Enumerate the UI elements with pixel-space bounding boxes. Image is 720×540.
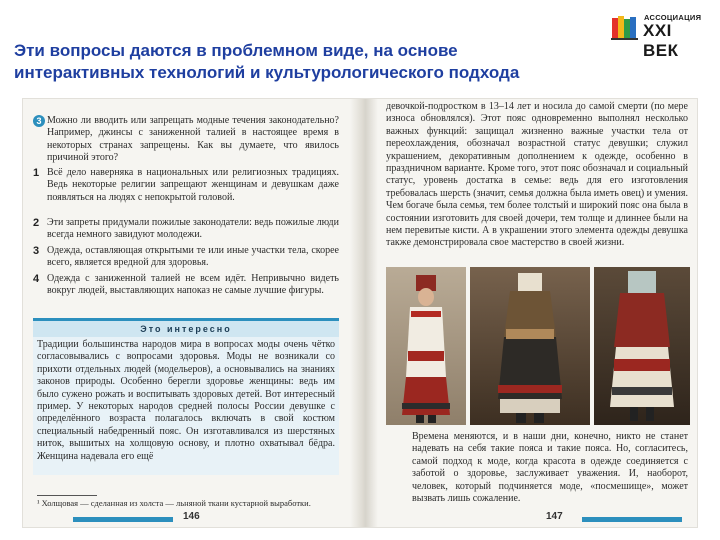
costume-figure-2 bbox=[470, 267, 590, 425]
interest-heading: Это интересно bbox=[33, 321, 339, 337]
answer-text: Одежда с заниженной талией не всем идёт. Непривычно видеть вокруг людей, выставляющих напоказ не самые лучшие фигуры. bbox=[47, 273, 339, 297]
folk-costume-photo-side bbox=[594, 267, 690, 425]
page-number-left: 146 bbox=[183, 511, 200, 522]
answer-number: 3 bbox=[33, 245, 40, 257]
book-gutter bbox=[350, 99, 378, 528]
right-page-text: девочкой-подростком в 13–14 лет и носила до самой смерти (по мере износа обновлялся). Этот пояс одновременно выполнял несколько важных функций: защищал жизненно важные участки тела от переохлаждения, обозначал возрастной статус девушки; служил украшением, декоративным дополнением к одежде, особенно в праздничном варианте. Кроме того, этот пояс обозначал и социальный статус, уровень достатка в семье: ведь для его изготовления требовалась шерсть (значит, семья должна была иметь овец) и умения. Чем богаче была семья, тем более толстый и широкий пояс она была в состоянии изготовить для своей дочери, тем толще и длиннее были на нем перевитые кисти. А в украшении этого элемента одежды девушка также демонстрировала свое мастерство в своей жизни. bbox=[386, 101, 688, 249]
interest-text: Традиции большинства народов мира в вопросах моды очень чётко согласовывались с вопросами здоровья. Моды не возникали со прихоти отдельных людей (модельеров), а основывались на знаниях законов природы. Особенно берегли здоровье женщины: ведь им было сужено рожать и воспитывать здоровых детей. Вот интересный пример. У некоторых народов средней полосы России девушке с определённого возраста полагалось включать в свой костюм специальный набедренный пояс. Он изготавливался из шерстяных ниток, вышитых на холщовую основу, и плотно охватывал бёдра. Женщина надевала его ещё bbox=[37, 339, 335, 462]
footnote-rule bbox=[37, 495, 97, 496]
folk-costume-photo-front bbox=[386, 267, 466, 425]
footnote: ¹ Холщовая — сделанная из холста — льняной ткани кустарной выработки. bbox=[37, 498, 311, 508]
textbook-spread bbox=[22, 98, 698, 528]
slide-title-line-1: Эти вопросы даются в проблемном виде, на основе bbox=[14, 41, 458, 60]
right-page-conclusion: Времена меняются, и в наши дни, конечно, никто не станет надевать на себя такие пояса и такие пояса. Но, согласитесь, самой подход к моде, когда красота в одежде соединяется с заботой о здоровье, заслуживает уважения. И, наоборот, человек, который подчиняется моде, «посмешище», может вызвать лишь сожаление. bbox=[412, 431, 688, 505]
logo-caption: АССОЦИАЦИЯ bbox=[644, 13, 702, 22]
page-number-bar bbox=[582, 517, 682, 522]
logo-wordmark: XXI ВЕК bbox=[643, 21, 679, 60]
answer-text: Одежда, оставляющая открытыми те или иные участки тела, скорее всего, является вредной для здоровья. bbox=[47, 245, 339, 269]
page-number-right: 147 bbox=[546, 511, 563, 522]
answer-number: 2 bbox=[33, 217, 40, 229]
slide-title bbox=[14, 40, 614, 84]
books-icon bbox=[610, 12, 640, 42]
question-number-badge: 3 bbox=[33, 115, 45, 127]
page-number-bar bbox=[73, 517, 173, 522]
question-text: Можно ли вводить или запрещать модные течения законодательно? Например, джинсы с заниженной талией в настоящее время в некоторых странах запрещены. Как вы думаете, что явилось причиной этого? bbox=[47, 115, 339, 164]
costume-figure-3 bbox=[594, 267, 690, 425]
right-page bbox=[386, 99, 691, 528]
association-logo bbox=[610, 8, 710, 60]
folk-costume-photo-back bbox=[470, 267, 590, 425]
slide-title-line-2: интерактивных технологий и культурологического подхода bbox=[14, 63, 520, 82]
answer-text: Эти запреты придумали пожилые законодатели: ведь пожилые люди всегда немного завидуют молодежи. bbox=[47, 217, 339, 241]
costume-figure-1 bbox=[386, 267, 466, 425]
answer-number: 4 bbox=[33, 273, 40, 285]
answer-number: 1 bbox=[33, 167, 40, 179]
answer-text: Всё дело наверняка в национальных или религиозных традициях. Ведь некоторые религии запрещают женщинам и девушкам даже появляться на людях с непокрытой головой. bbox=[47, 167, 339, 203]
left-page bbox=[33, 99, 343, 528]
